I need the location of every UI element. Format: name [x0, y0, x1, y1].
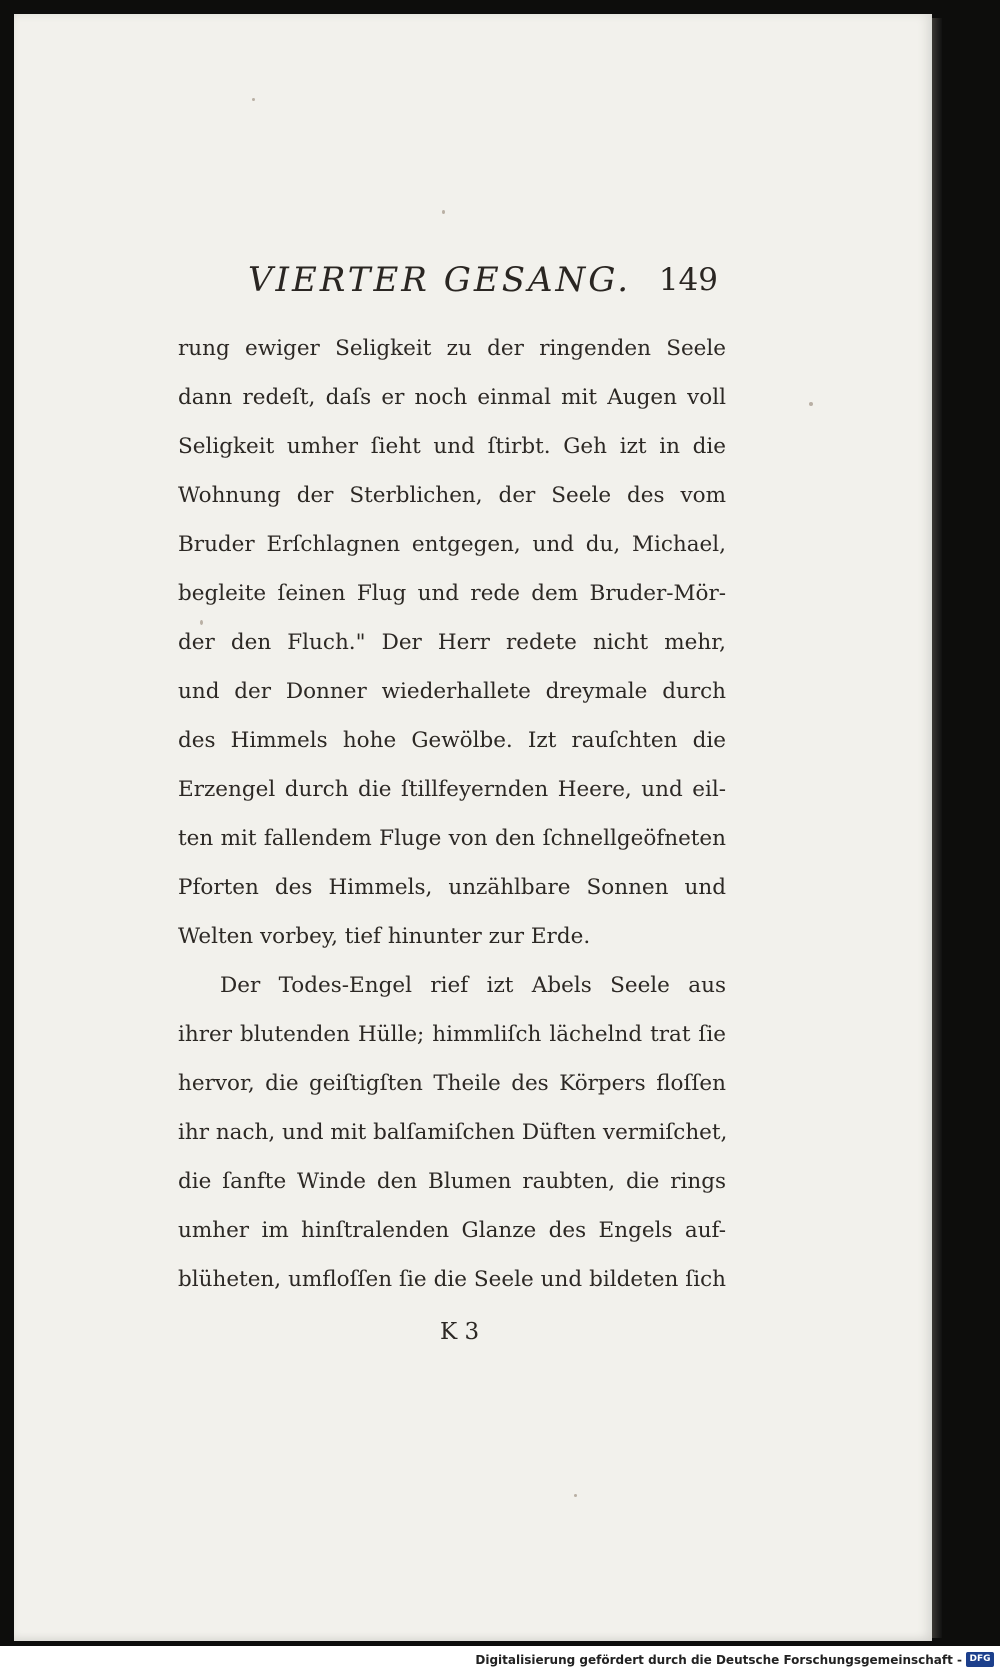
- text-line: Pforten des Himmels, unzählbare Sonnen und: [178, 875, 726, 900]
- paragraph-first-line: Der Todes-Engel rief izt Abels Seele aus: [220, 973, 726, 998]
- page-number: 149: [658, 262, 718, 298]
- text-line: ihr nach, und mit balſamiſchen Düften vermiſchet,: [178, 1120, 728, 1145]
- running-title: VIERTER GESANG.: [248, 260, 632, 300]
- text-line: Erzengel durch die ſtillfeyernden Heere, und eil-: [178, 777, 726, 802]
- dfg-logo: DFG: [966, 1652, 994, 1667]
- paper-speck: [809, 402, 813, 406]
- text-line: des Himmels hohe Gewölbe. Izt rauſchten die: [178, 728, 726, 753]
- body-text: [178, 324, 726, 1304]
- page-header: [248, 258, 718, 302]
- text-line: rung ewiger Seligkeit zu der ringenden Seele: [178, 336, 726, 361]
- paper-speck: [252, 98, 255, 101]
- text-line: ten mit fallendem Fluge von den ſchnellgeöfneten: [178, 826, 726, 851]
- text-line: begleite ſeinen Flug und rede dem Bruder-Mör-: [178, 581, 726, 606]
- text-line: blüheten, umfloſſen ſie die Seele und bildeten ſich: [178, 1267, 726, 1292]
- text-line: dann redeſt, daſs er noch einmal mit Augen voll: [178, 385, 726, 410]
- paper-speck: [574, 1494, 577, 1497]
- funding-credit: Digitalisierung gefördert durch die Deutsche Forschungsgemeinschaft -: [475, 1653, 962, 1667]
- paper-speck: [442, 210, 445, 214]
- text-line: Seligkeit umher ſieht und ſtirbt. Geh izt in die: [178, 434, 726, 459]
- text-line: Wohnung der Sterblichen, der Seele des vom: [178, 483, 726, 508]
- footer-bar: [0, 1646, 1000, 1672]
- text-line: der den Fluch." Der Herr redete nicht mehr,: [178, 630, 726, 655]
- text-line: die ſanfte Winde den Blumen raubten, die rings: [178, 1169, 726, 1194]
- text-line: und der Donner wiederhallete dreymale durch: [178, 679, 726, 704]
- text-line: ihrer blutenden Hülle; himmliſch lächelnd trat ſie: [178, 1022, 726, 1047]
- text-line: umher im hinſtralenden Glanze des Engels auf-: [178, 1218, 726, 1243]
- page-edge-shadow: [932, 18, 942, 1638]
- text-line: hervor, die geiſtigſten Theile des Körpers floſſen: [178, 1071, 726, 1096]
- text-line: Bruder Erſchlagnen entgegen, und du, Michael,: [178, 532, 726, 557]
- signature-mark: K 3: [440, 1319, 480, 1345]
- text-line: Welten vorbey, tief hinunter zur Erde.: [178, 924, 591, 949]
